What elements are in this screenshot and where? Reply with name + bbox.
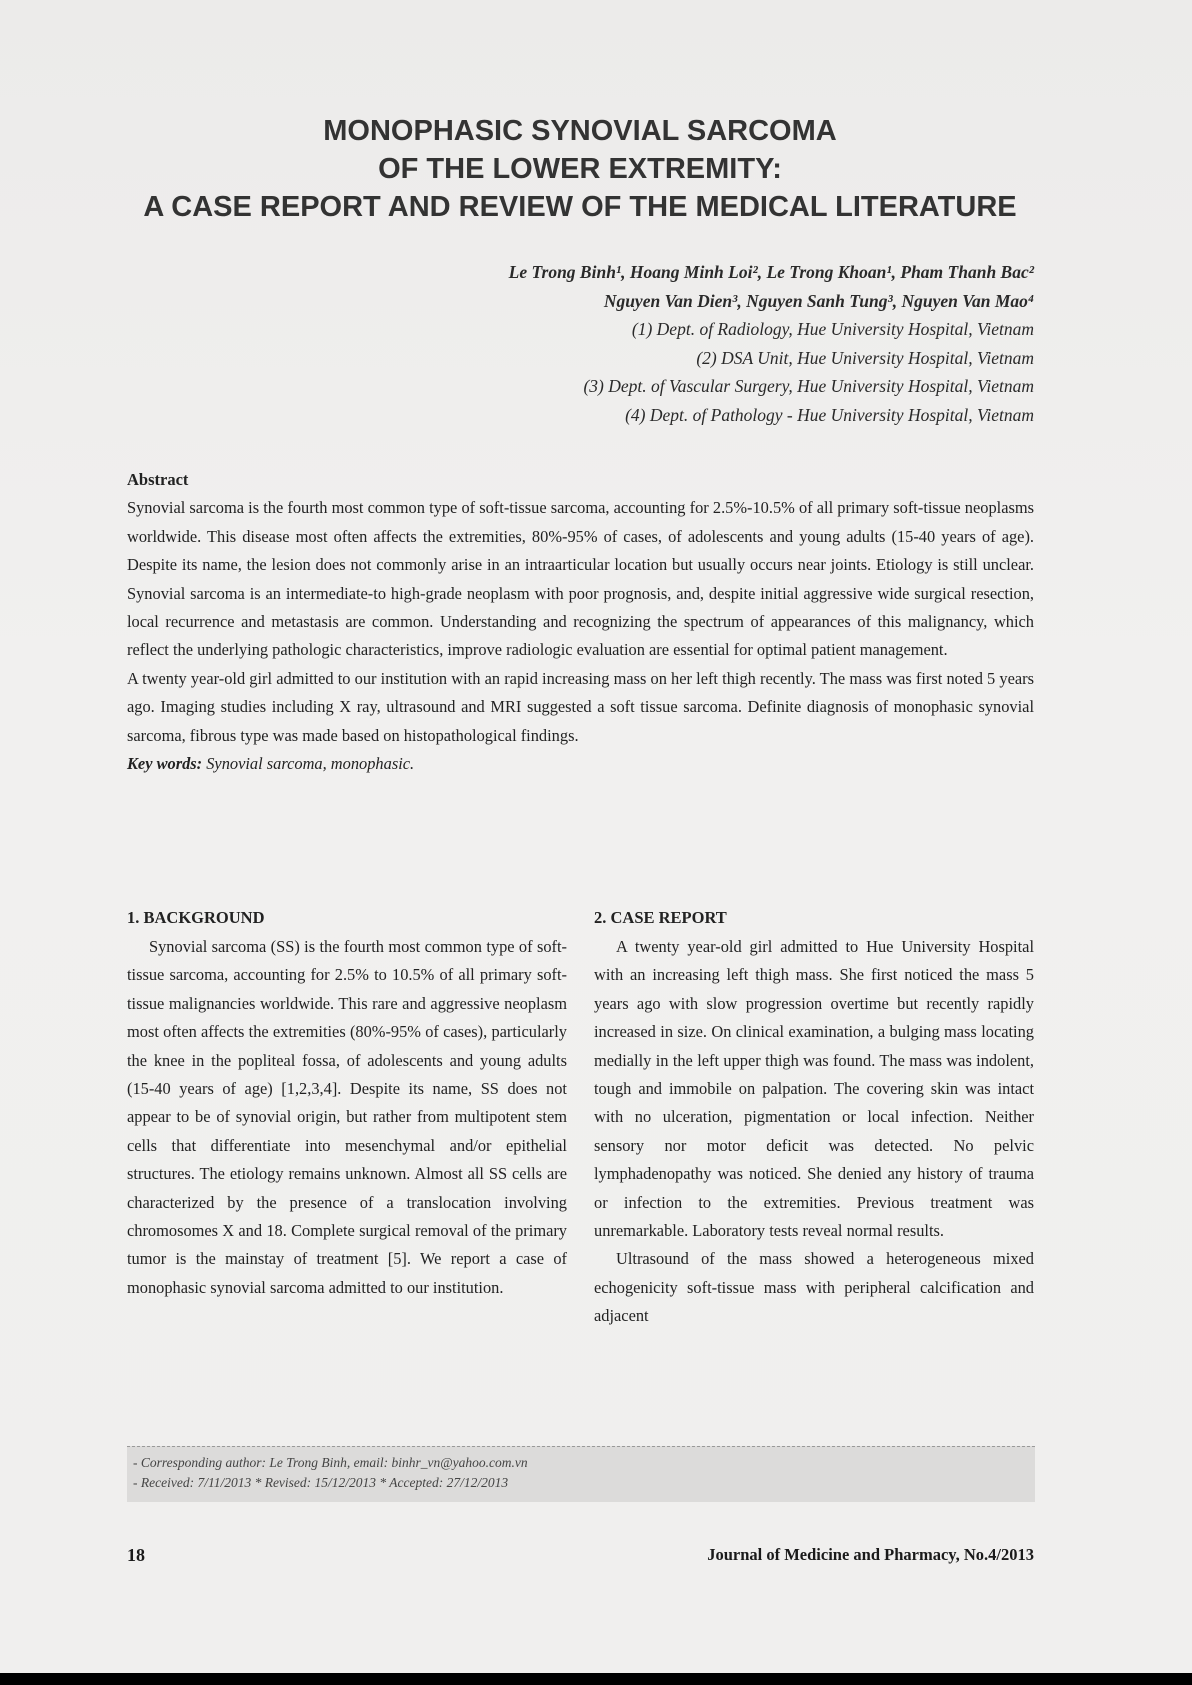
- case-report-paragraph-1: A twenty year-old girl admitted to Hue University Hospital with an increasing left thigh mass. She first noticed the mass 5 years ago with slow progression overtime but recently rapidly increased in size. On clinical examination, a bulging mass locating medially in the left upper thigh was found. The mass was indolent, tough and immobile on palpation. The covering skin was intact with no ulceration, pigmentation or local infection. Neither sensory nor motor deficit was detected. No pelvic lymphadenopathy was noticed. She denied any history of trauma or infection to the extremities. Previous treatment was unremarkable. Laboratory tests reveal normal results.: [594, 937, 1034, 1241]
- author-names-line-1: Le Trong Binh¹, Hoang Minh Loi², Le Trong Khoan¹, Pham Thanh Bac²: [508, 262, 1034, 282]
- keywords-line: [127, 750, 1034, 778]
- keywords-value: Synovial sarcoma, monophasic.: [206, 754, 415, 774]
- footnote-box: [127, 1446, 1035, 1502]
- page-number: 18: [127, 1545, 145, 1565]
- keywords-label: Key words:: [127, 754, 203, 774]
- abstract-paragraph-1: Synovial sarcoma is the fourth most common type of soft-tissue sarcoma, accounting for 2.5%-10.5% of all primary soft-tissue neoplasms worldwide. This disease most often affects the extremities, 80%-95% of cases, of adolescents and young adults (15-40 years of age). Despite its name, the lesion does not commonly arise in an intraarticular location but usually occurs near joints. Etiology is still unclear. Synovial sarcoma is an intermediate-to high-grade neoplasm with poor prognosis, and, despite initial aggressive wide surgical resection, local recurrence and metastasis are common. Understanding and recognizing the spectrum of appearances of this malignancy, which reflect the underlying pathologic characteristics, improve radiologic evaluation are essential for optimal patient management.: [127, 498, 1034, 660]
- affiliation-2: (2) DSA Unit, Hue University Hospital, Vietnam: [696, 347, 1034, 368]
- title-line-3: A CASE REPORT AND REVIEW OF THE MEDICAL LITERATURE: [143, 191, 1017, 223]
- abstract-section: [127, 466, 1034, 778]
- corresponding-author-note: - Corresponding author: Le Trong Binh, email: binhr_vn@yahoo.com.vn: [133, 1455, 528, 1470]
- background-heading: 1. BACKGROUND: [127, 908, 265, 927]
- affiliation-1: (1) Dept. of Radiology, Hue University Hospital, Vietnam: [631, 319, 1034, 339]
- title-line-1: MONOPHASIC SYNOVIAL SARCOMA: [323, 115, 837, 147]
- abstract-paragraph-2: A twenty year-old girl admitted to our institution with an rapid increasing mass on her left thigh recently. The mass was first noted 5 years ago. Imaging studies including X ray, ultrasound and MRI suggested a soft tissue sarcoma. Definite diagnosis of monophasic synovial sarcoma, fibrous type was made based on histopathological findings.: [127, 668, 1034, 745]
- case-report-paragraph-2: Ultrasound of the mass showed a heterogeneous mixed echogenicity soft-tissue mass with peripheral calcification and adjacent: [594, 1249, 1034, 1326]
- abstract-heading: Abstract: [127, 470, 189, 489]
- affiliation-4: (4) Dept. of Pathology - Hue University Hospital, Vietnam: [625, 404, 1034, 425]
- scan-edge-bar: [0, 1673, 1192, 1685]
- author-names-line-2: Nguyen Van Dien³, Nguyen Sanh Tung³, Nguyen Van Mao⁴: [603, 290, 1034, 311]
- background-paragraph: Synovial sarcoma (SS) is the fourth most common type of soft-tissue sarcoma, accounting for 2.5% to 10.5% of all primary soft-tissue malignancies worldwide. This rare and aggressive neoplasm most often affects the extremities (80%-95% of cases), particularly the knee in the popliteal fossa, of adolescents and young adults (15-40 years of age) [1,2,3,4]. Despite its name, SS does not appear to be of synovial origin, but rather from multipotent stem cells that differentiate into mesenchymal and/or epithelial structures. The etiology remains unknown. Almost all SS cells are characterized by the presence of a translocation involving chromosomes X and 18. Complete surgical removal of the primary tumor is the mainstay of treatment [5]. We report a case of monophasic synovial sarcoma admitted to our institution.: [127, 937, 567, 1297]
- case-report-section: [594, 905, 1034, 1331]
- article-title: [100, 112, 1060, 226]
- case-report-heading: 2. CASE REPORT: [594, 908, 727, 927]
- affiliation-3: (3) Dept. of Vascular Surgery, Hue University Hospital, Vietnam: [583, 376, 1034, 396]
- dates-note: - Received: 7/11/2013 * Revised: 15/12/2013 * Accepted: 27/12/2013: [133, 1475, 509, 1490]
- background-section: [127, 905, 567, 1302]
- author-block: [274, 258, 1034, 429]
- journal-name: Journal of Medicine and Pharmacy, No.4/2013: [707, 1545, 1034, 1564]
- title-line-2: OF THE LOWER EXTREMITY:: [378, 153, 782, 185]
